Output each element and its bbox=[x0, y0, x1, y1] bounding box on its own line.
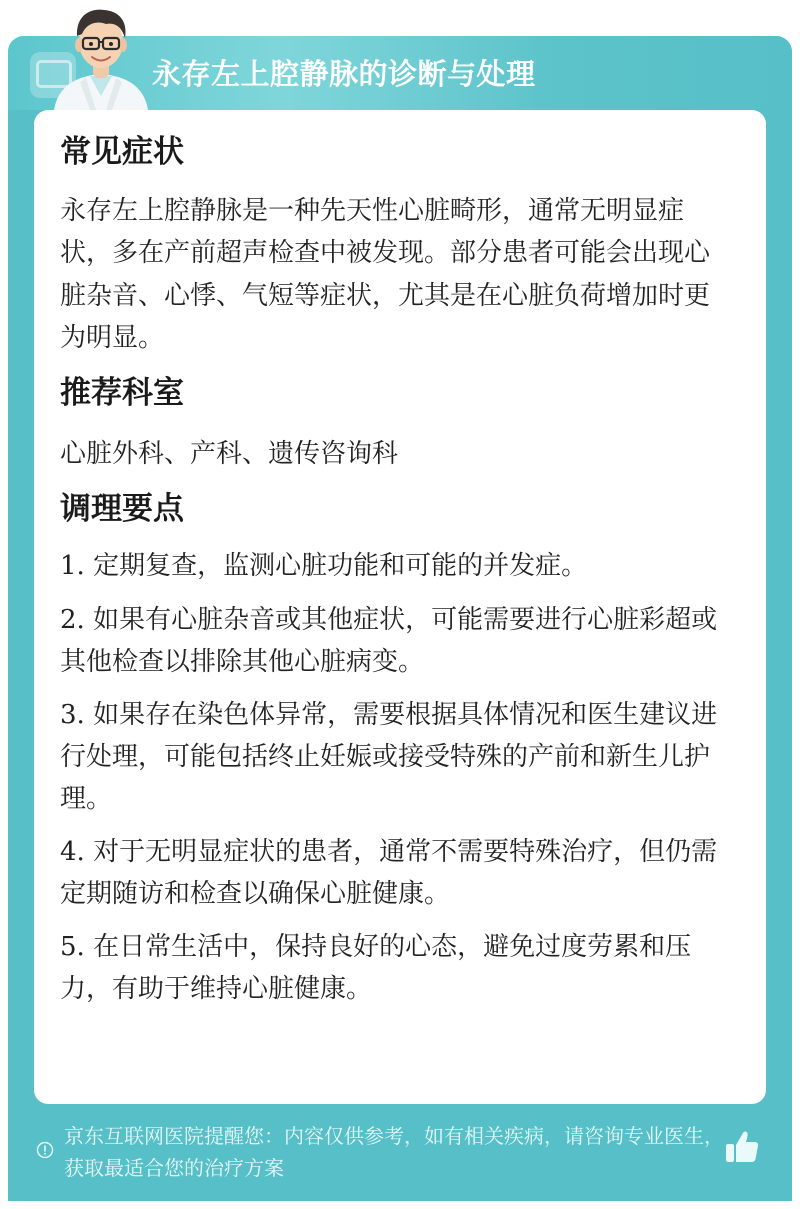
disclaimer-footer bbox=[38, 1120, 728, 1184]
department-heading: 推荐科室 bbox=[60, 374, 184, 411]
symptoms-heading: 常见症状 bbox=[60, 134, 184, 170]
care-heading: 调理要点 bbox=[60, 491, 184, 528]
disclaimer-text: 京东互联网医院提醒您：内容仅供参考，如有相关疾病，请咨询专业医生，获取最适合您的治疗方案 bbox=[64, 1124, 724, 1180]
section-care bbox=[60, 489, 726, 1010]
care-item-text: 定期复查，监测心脏功能和可能的并发症。 bbox=[84, 551, 588, 582]
care-item-text: 如果有心脏杂音或其他症状，可能需要进行心脏彩超或其他检查以排除其他心脏病变。 bbox=[60, 604, 718, 677]
care-item bbox=[60, 694, 726, 820]
care-item-number: 5. bbox=[60, 932, 85, 963]
doctor-avatar-icon bbox=[46, 0, 156, 110]
care-item-number: 1. bbox=[60, 551, 85, 582]
symptoms-text: 永存左上腔静脉是一种先天性心脏畸形，通常无明显症状，多在产前超声检查中被发现。部分患者可能会出现心脏杂音、心悸、气短等症状，尤其是在心脏负荷增加时更为明显。 bbox=[60, 196, 711, 353]
care-item bbox=[60, 926, 726, 1010]
department-text: 心脏外科、产科、遗传咨询科 bbox=[60, 439, 399, 470]
care-item bbox=[60, 831, 726, 915]
page-title: 永存左上腔静脉的诊断与处理 bbox=[152, 57, 536, 91]
care-item bbox=[60, 599, 726, 683]
care-item-number: 2. bbox=[60, 604, 85, 635]
thumbs-up-icon[interactable] bbox=[724, 1128, 760, 1166]
care-item-text: 在日常生活中，保持良好的心态，避免过度劳累和压力，有助于维持心脏健康。 bbox=[60, 932, 692, 1005]
content-card bbox=[34, 110, 766, 1104]
care-item-number: 4. bbox=[60, 837, 85, 868]
care-item-text: 如果存在染色体异常，需要根据具体情况和医生建议进行处理，可能包括终止妊娠或接受特殊的产前和新生儿护理。 bbox=[60, 699, 718, 814]
care-item-number: 3. bbox=[60, 699, 85, 730]
section-symptoms bbox=[60, 132, 726, 359]
section-department bbox=[60, 373, 726, 475]
care-item-text: 对于无明显症状的患者，通常不需要特殊治疗，但仍需定期随访和检查以确保心脏健康。 bbox=[60, 837, 718, 910]
care-item bbox=[60, 545, 726, 587]
